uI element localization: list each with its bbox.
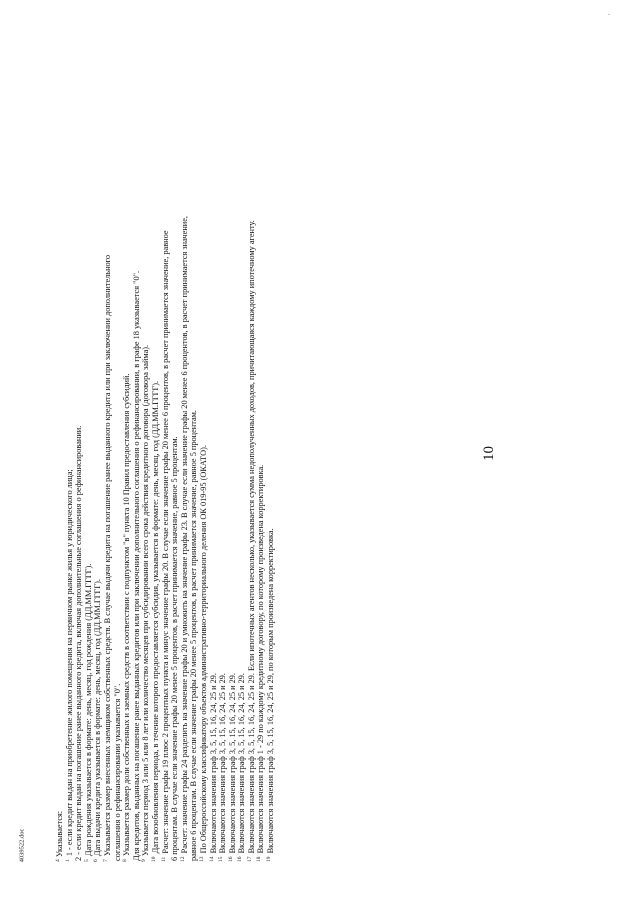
footnotes-intro: $^4$ Указывается: (55, 810, 64, 862)
footnote-line (151, 62, 161, 862)
footnote-line (132, 62, 142, 862)
footnote-line (113, 62, 123, 862)
footnote-number: 1 (64, 859, 71, 862)
footnote-number: 8 (122, 859, 129, 862)
footnote-number: 19 (266, 856, 273, 862)
footnote-line (237, 62, 247, 862)
footnote-number: 18 (256, 856, 263, 862)
footnote-line (93, 62, 103, 862)
footnote-text: Расчет: значение графы 24 разделить на значение графы 20 и умножить на значение графы 23. В случае если значение графы 20 менее 6 процентов, в расчет принимается значение, (179, 216, 189, 854)
footnote-line (84, 62, 94, 862)
footnote-text: Дата выдачи кредита указывается в формате: день, месяц, год (ДД.ММ.ГГГГ). (93, 579, 103, 857)
footnote-number: 15 (218, 856, 225, 862)
footnote-line (256, 62, 266, 862)
footnotes-intro-text: Указывается: (55, 810, 64, 858)
file-name: 4039522.doc (18, 828, 26, 863)
footnote-text: Указывается размер доли собственных и заемных средств в соответствии с подпунктом "в" пункта 10 Правил предоставления субсидий. (122, 373, 132, 857)
footnote-line (247, 62, 257, 862)
footnote-number: 16 (237, 856, 244, 862)
footnote-line (199, 62, 209, 862)
footnote-text: Для кредитов, выданных на погашение ранее выданных кредитов или при заключении дополнительного соглашения о рефинансировании, в графе 18 указывается "0". (131, 270, 141, 861)
footnote-line (170, 62, 180, 862)
footnote-line (189, 62, 199, 862)
footnote-number: 9 (141, 859, 148, 862)
footnote-text: 2 - если кредит выдан на погашение ранее выданного кредита, включая дополнительные соглашения о рефинансировании. (74, 425, 84, 861)
footnote-text: Включаются значения граф 3, 5, 15, 16, 24, 25 и 29. Если ипотечных агентов несколько, указывается сумма недополученных доходов, причитающаяся каждому ипотечному агенту. (246, 220, 256, 854)
footnote-text: Дата рождения указывается в формате: день, месяц, год рождения (ДД.ММ.ГГГГ). (83, 563, 93, 857)
footnote-line (141, 62, 151, 862)
page-number: 10 (481, 446, 497, 461)
footnote-number: 10 (150, 856, 157, 862)
footnote-number: 13 (198, 856, 205, 862)
footnote-text: Включаются значения граф 1 - 29 по каждому кредитному договору, по которому произведена корректировка. (256, 464, 266, 854)
footnote-text: Включаются значения граф 3, 5, 15, 16, 24, 25 и 29. (227, 673, 237, 854)
footnote-text: Указывается период 3 или 5 или 8 лет или количество месяцев при субсидировании всего срока действия кредитного договора (договора займа). (141, 344, 151, 857)
footnote-text: Указывается размер внесенных заемщиком собственных средств. В случае выдачи кредита на погашение ранее выданного кредита или при заключении дополнительного (102, 254, 112, 857)
footnote-line (65, 62, 75, 862)
corner-mark: - (608, 10, 611, 18)
footnotes-list (65, 62, 276, 862)
footnote-text: Включаются значения граф 3, 5, 15, 16, 24, 25 и 29, по которым произведена корректировка. (266, 528, 276, 854)
footnote-text: соглашения о рефинансировании указывается "0". (112, 683, 122, 861)
footnote-text: Включаются значения граф 3, 5, 15, 16, 24, 25 и 29. (237, 673, 247, 854)
footnote-line (180, 62, 190, 862)
footnote-text: Включаются значения граф 3, 5, 15, 16, 24, 25 и 29. (208, 673, 218, 854)
footnote-text: Дата возобновления периода, в течение которого предоставляется субсидия, указывается в формате: день, месяц, год (ДД.ММ.ГГГГ). (150, 380, 160, 854)
footnote-line (209, 62, 219, 862)
footnote-number: 12 (179, 856, 186, 862)
footnote-line (103, 62, 113, 862)
footnote-number: 11 (160, 856, 167, 862)
footnote-number: 5 (83, 859, 90, 862)
footnote-number: 14 (208, 856, 215, 862)
footnote-number: 7 (102, 859, 109, 862)
footnote-number: 16 (227, 856, 234, 862)
footnote-text: 1 - если кредит выдан на приобретение жилого помещения на первичном рынке жилья у юридического лица; (64, 469, 74, 857)
footnote-text: Расчет: значение графы 19 плюс 2 процентных пункта и минус значение графы 20. В случае если значение графы 20 менее 6 процентов, в расчет принимается значение, равное (160, 230, 170, 854)
footnote-line (122, 62, 132, 862)
footnotes-block (55, 62, 345, 862)
footnote-text: Включаются значения граф 3, 5, 15, 16, 24, 25 и 29. (218, 673, 228, 854)
footnote-line (228, 62, 238, 862)
footnote-text: равное 6 процентам. В случае если значение графы 20 менее 5 процентов, в расчет принимается значение, равное 5 процентам. (189, 410, 199, 861)
footnote-line (218, 62, 228, 862)
footnote-line (266, 62, 276, 862)
footnote-number: 6 (93, 859, 100, 862)
footnote-line (161, 62, 171, 862)
footnote-line (74, 62, 84, 862)
footnote-text: По Общероссийскому классификатору объектов административно-территориального деления ОК 019-95 (ОКАТО). (198, 445, 208, 854)
footnote-number: 17 (246, 856, 253, 862)
footnote-text: 6 процентам. В случае если значение графы 20 менее 5 процентов, в расчет принимается значение, равное 5 процентам. (170, 436, 180, 861)
